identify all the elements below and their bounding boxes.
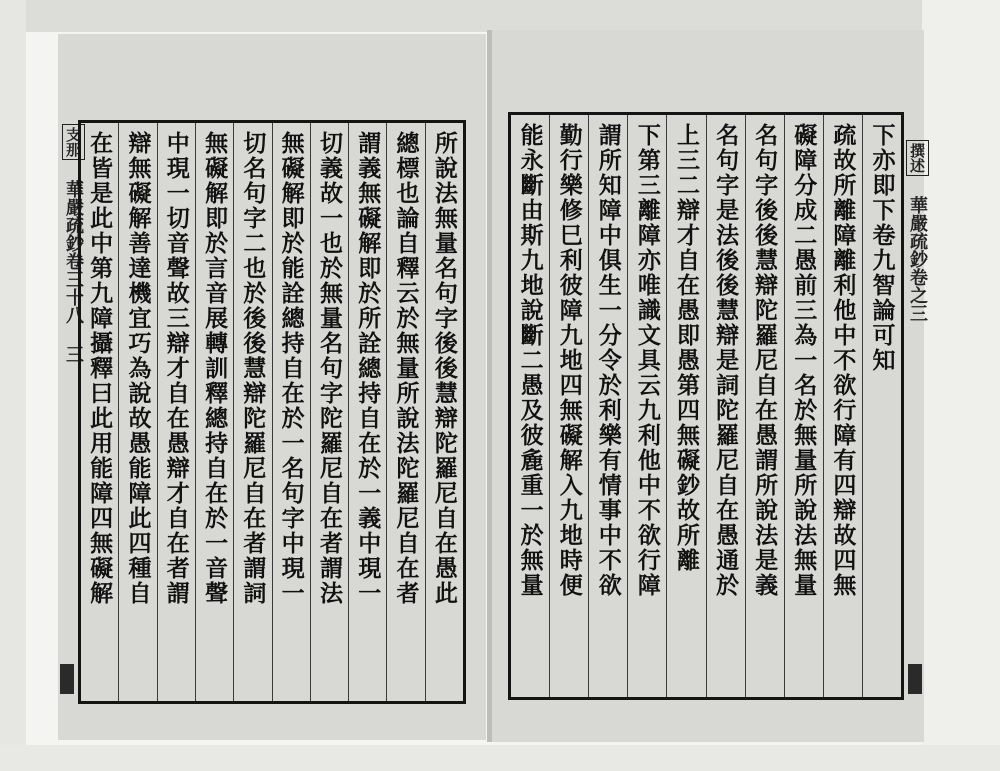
right-margin-title: 華嚴疏鈔卷之三 bbox=[907, 196, 928, 323]
right-scan-margin bbox=[922, 0, 1000, 771]
right-text-frame bbox=[508, 112, 904, 700]
text-column: 下亦即下卷九智論可知 bbox=[862, 115, 901, 697]
left-seal-mark bbox=[60, 664, 74, 694]
right-margin-label: 撰述 bbox=[906, 140, 929, 176]
left-margin-title: 華嚴疏鈔卷三十八 bbox=[63, 180, 84, 325]
text-column: 總標也論自釋云於無量所說法陀羅尼自在者 bbox=[386, 123, 424, 701]
left-text-frame bbox=[78, 120, 466, 704]
text-column: 無礙解即於言音展轉訓釋總持自在於一音聲 bbox=[195, 123, 233, 701]
left-scan-margin bbox=[0, 0, 26, 771]
text-column: 切名句字二也於後後慧辯陀羅尼自在者謂詞 bbox=[233, 123, 271, 701]
left-margin-label: 支那 bbox=[62, 124, 85, 160]
book-fold bbox=[487, 30, 492, 742]
right-page-margin bbox=[904, 140, 930, 700]
text-column: 辯無礙解善達機宜巧為說故愚能障此四種自 bbox=[118, 123, 156, 701]
text-column: 能永斷由斯九地說斷二愚及彼麁重一於無量 bbox=[516, 123, 544, 598]
text-column: 礙障分成二愚前三為一名於無量所說法無量 bbox=[784, 115, 823, 697]
text-column: 下第三離障亦唯識文具云九利他中不欲行障 bbox=[627, 115, 666, 697]
text-column: 中現一切音聲故三辯才自在愚辯才自在者謂 bbox=[157, 123, 195, 701]
text-column: 謂所知障中俱生一分令於利樂有情事中不欲 bbox=[588, 115, 627, 697]
text-column: 名句字後後慧辯陀羅尼自在愚謂所說法是義 bbox=[745, 115, 784, 697]
text-column: 所說法無量名句字後後慧辯陀羅尼自在愚此 bbox=[425, 123, 463, 701]
text-column: 無礙解即於能詮總持自在於一名句字中現一 bbox=[272, 123, 310, 701]
text-column: 名句字是法後後慧辯是詞陀羅尼自在愚通於 bbox=[706, 115, 745, 697]
text-column: 上三二辯才自在愚即愚第四無礙鈔故所離 bbox=[666, 115, 705, 697]
text-column: 勤行樂修巳利彼障九地四無礙解入九地時便 bbox=[549, 115, 588, 697]
text-column: 切義故一也於無量名句字陀羅尼自在者謂法 bbox=[310, 123, 348, 701]
top-scan-margin bbox=[0, 0, 1000, 32]
bottom-scan-margin bbox=[0, 745, 1000, 771]
text-column: 疏故所離障離利他中不欲行障有四辯故四無 bbox=[823, 115, 862, 697]
left-margin-leaf: 三 bbox=[63, 344, 84, 363]
text-column: 在皆是此中第九障攝釋曰此用能障四無礙解 bbox=[86, 131, 114, 606]
right-seal-mark bbox=[908, 664, 922, 694]
text-column: 謂義無礙解即於所詮總持自在於一義中現一 bbox=[348, 123, 386, 701]
